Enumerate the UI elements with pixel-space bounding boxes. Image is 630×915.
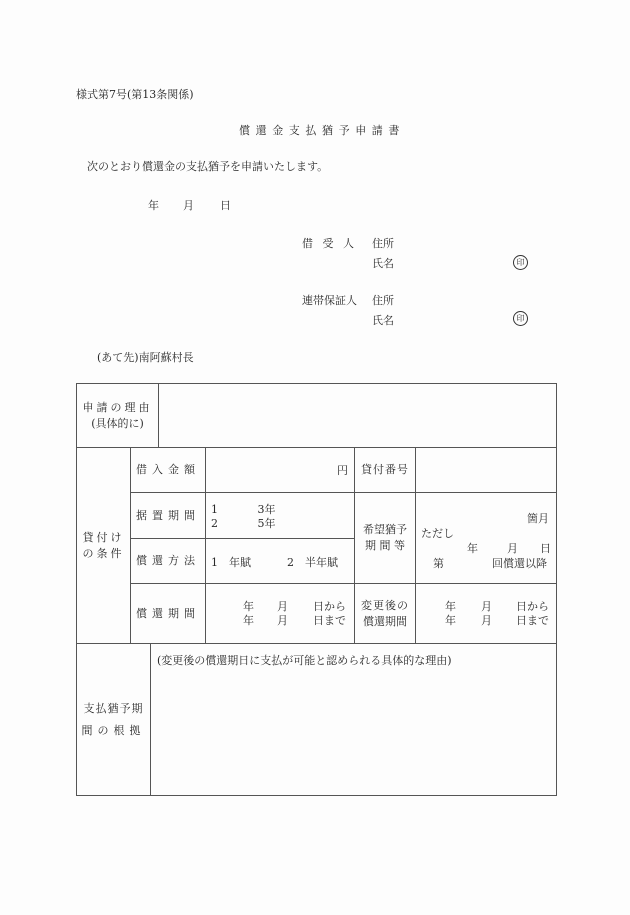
loan-amount-label: 借入金額 [136, 463, 200, 476]
loan-number-label: 貸付番号 [361, 463, 409, 476]
loan-amount-input[interactable] [206, 448, 354, 492]
guarantor-name-label: 氏名 [372, 314, 394, 327]
changed-period-to-year: 年 [445, 614, 456, 627]
repay-period-to-month: 月 [277, 614, 288, 627]
changed-period-label-2: 償還期間 [363, 614, 407, 628]
date-month: 月 [183, 199, 194, 212]
repay-period-from-day: 日から [313, 600, 346, 613]
deferment-option-1-num: 1 [211, 503, 218, 516]
reason-label-cell [77, 384, 158, 447]
repay-method-option-1[interactable]: 1 年賦 [211, 556, 251, 569]
desired-after: 回償還以降 [492, 557, 547, 570]
reason-label: 申請の理由 [82, 400, 153, 414]
repay-period-label: 償還期間 [136, 606, 200, 620]
repay-period-to-year: 年 [243, 614, 254, 627]
changed-period-from-year: 年 [445, 600, 456, 613]
borrower-address-label: 住所 [372, 237, 394, 250]
deferment-label: 据置期間 [136, 508, 200, 522]
repay-method-option-2[interactable]: 2 半年賦 [287, 556, 338, 569]
changed-period-to-month: 月 [481, 614, 492, 627]
guarantor-seal-icon: 印 [513, 311, 528, 326]
date-year: 年 [148, 199, 159, 212]
loan-conditions-label-cell [77, 448, 130, 643]
loan-number-input[interactable] [416, 448, 556, 492]
borrower-name-label: 氏名 [372, 257, 394, 270]
reason-label-sub: (具体的に) [91, 416, 144, 430]
basis-input[interactable] [151, 670, 556, 795]
guarantor-address-label: 住所 [372, 294, 394, 307]
changed-period-label: 変更後の [361, 598, 409, 612]
loan-amount-unit: 円 [337, 464, 348, 477]
basis-label-2: 間の根拠 [81, 723, 146, 737]
changed-period-from-day: 日から [516, 600, 549, 613]
table-border-right [556, 383, 557, 796]
date-day: 日 [220, 199, 231, 212]
desired-period-label-cell [355, 493, 415, 583]
desired-period-label: 希望猶予 [363, 523, 407, 536]
desired-period-label-2: 期 間 等 [365, 539, 405, 552]
basis-label: 支払猶予期 [83, 701, 144, 715]
desired-month: 月 [507, 542, 518, 555]
document-title: 償還金支払猶予申請書 [239, 124, 405, 137]
deferment-option-2-num: 2 [211, 517, 218, 530]
basis-label-cell [77, 644, 150, 795]
changed-period-from-month: 月 [481, 600, 492, 613]
borrower-seal-icon: 印 [513, 255, 528, 270]
loan-conditions-label-2: の条件 [82, 546, 125, 560]
borrower-label: 借 受 人 [302, 237, 357, 250]
table-border-bottom [76, 795, 557, 796]
deferment-option-2[interactable] [211, 515, 276, 531]
desired-however: ただし [421, 527, 454, 540]
desired-period-input[interactable] [416, 493, 556, 583]
form-number: 様式第7号(第13条関係) [76, 88, 194, 101]
repay-period-from-year: 年 [243, 600, 254, 613]
loan-conditions-label: 貸付け [82, 530, 125, 544]
basis-note: (変更後の償還期日に支払が可能と認められる具体的な理由) [157, 654, 452, 667]
reason-input[interactable] [159, 384, 556, 447]
changed-period-label-cell [355, 584, 415, 643]
deferment-option-1-value: 3年 [257, 503, 276, 516]
repay-period-to-day: 日まで [313, 614, 346, 627]
changed-period-to-day: 日まで [516, 614, 549, 627]
desired-day: 日 [540, 542, 551, 555]
desired-months: 箇月 [527, 512, 549, 525]
deferment-option-2-value: 5年 [257, 517, 276, 530]
repay-period-from-month: 月 [277, 600, 288, 613]
guarantor-label: 連帯保証人 [302, 294, 357, 307]
desired-year: 年 [467, 542, 478, 555]
repay-method-label: 償還方法 [136, 554, 200, 567]
addressee: (あて先)南阿蘇村長 [97, 351, 194, 364]
intro-text: 次のとおり償還金の支払猶予を申請いたします。 [87, 160, 329, 173]
desired-nth: 第 [433, 557, 444, 570]
